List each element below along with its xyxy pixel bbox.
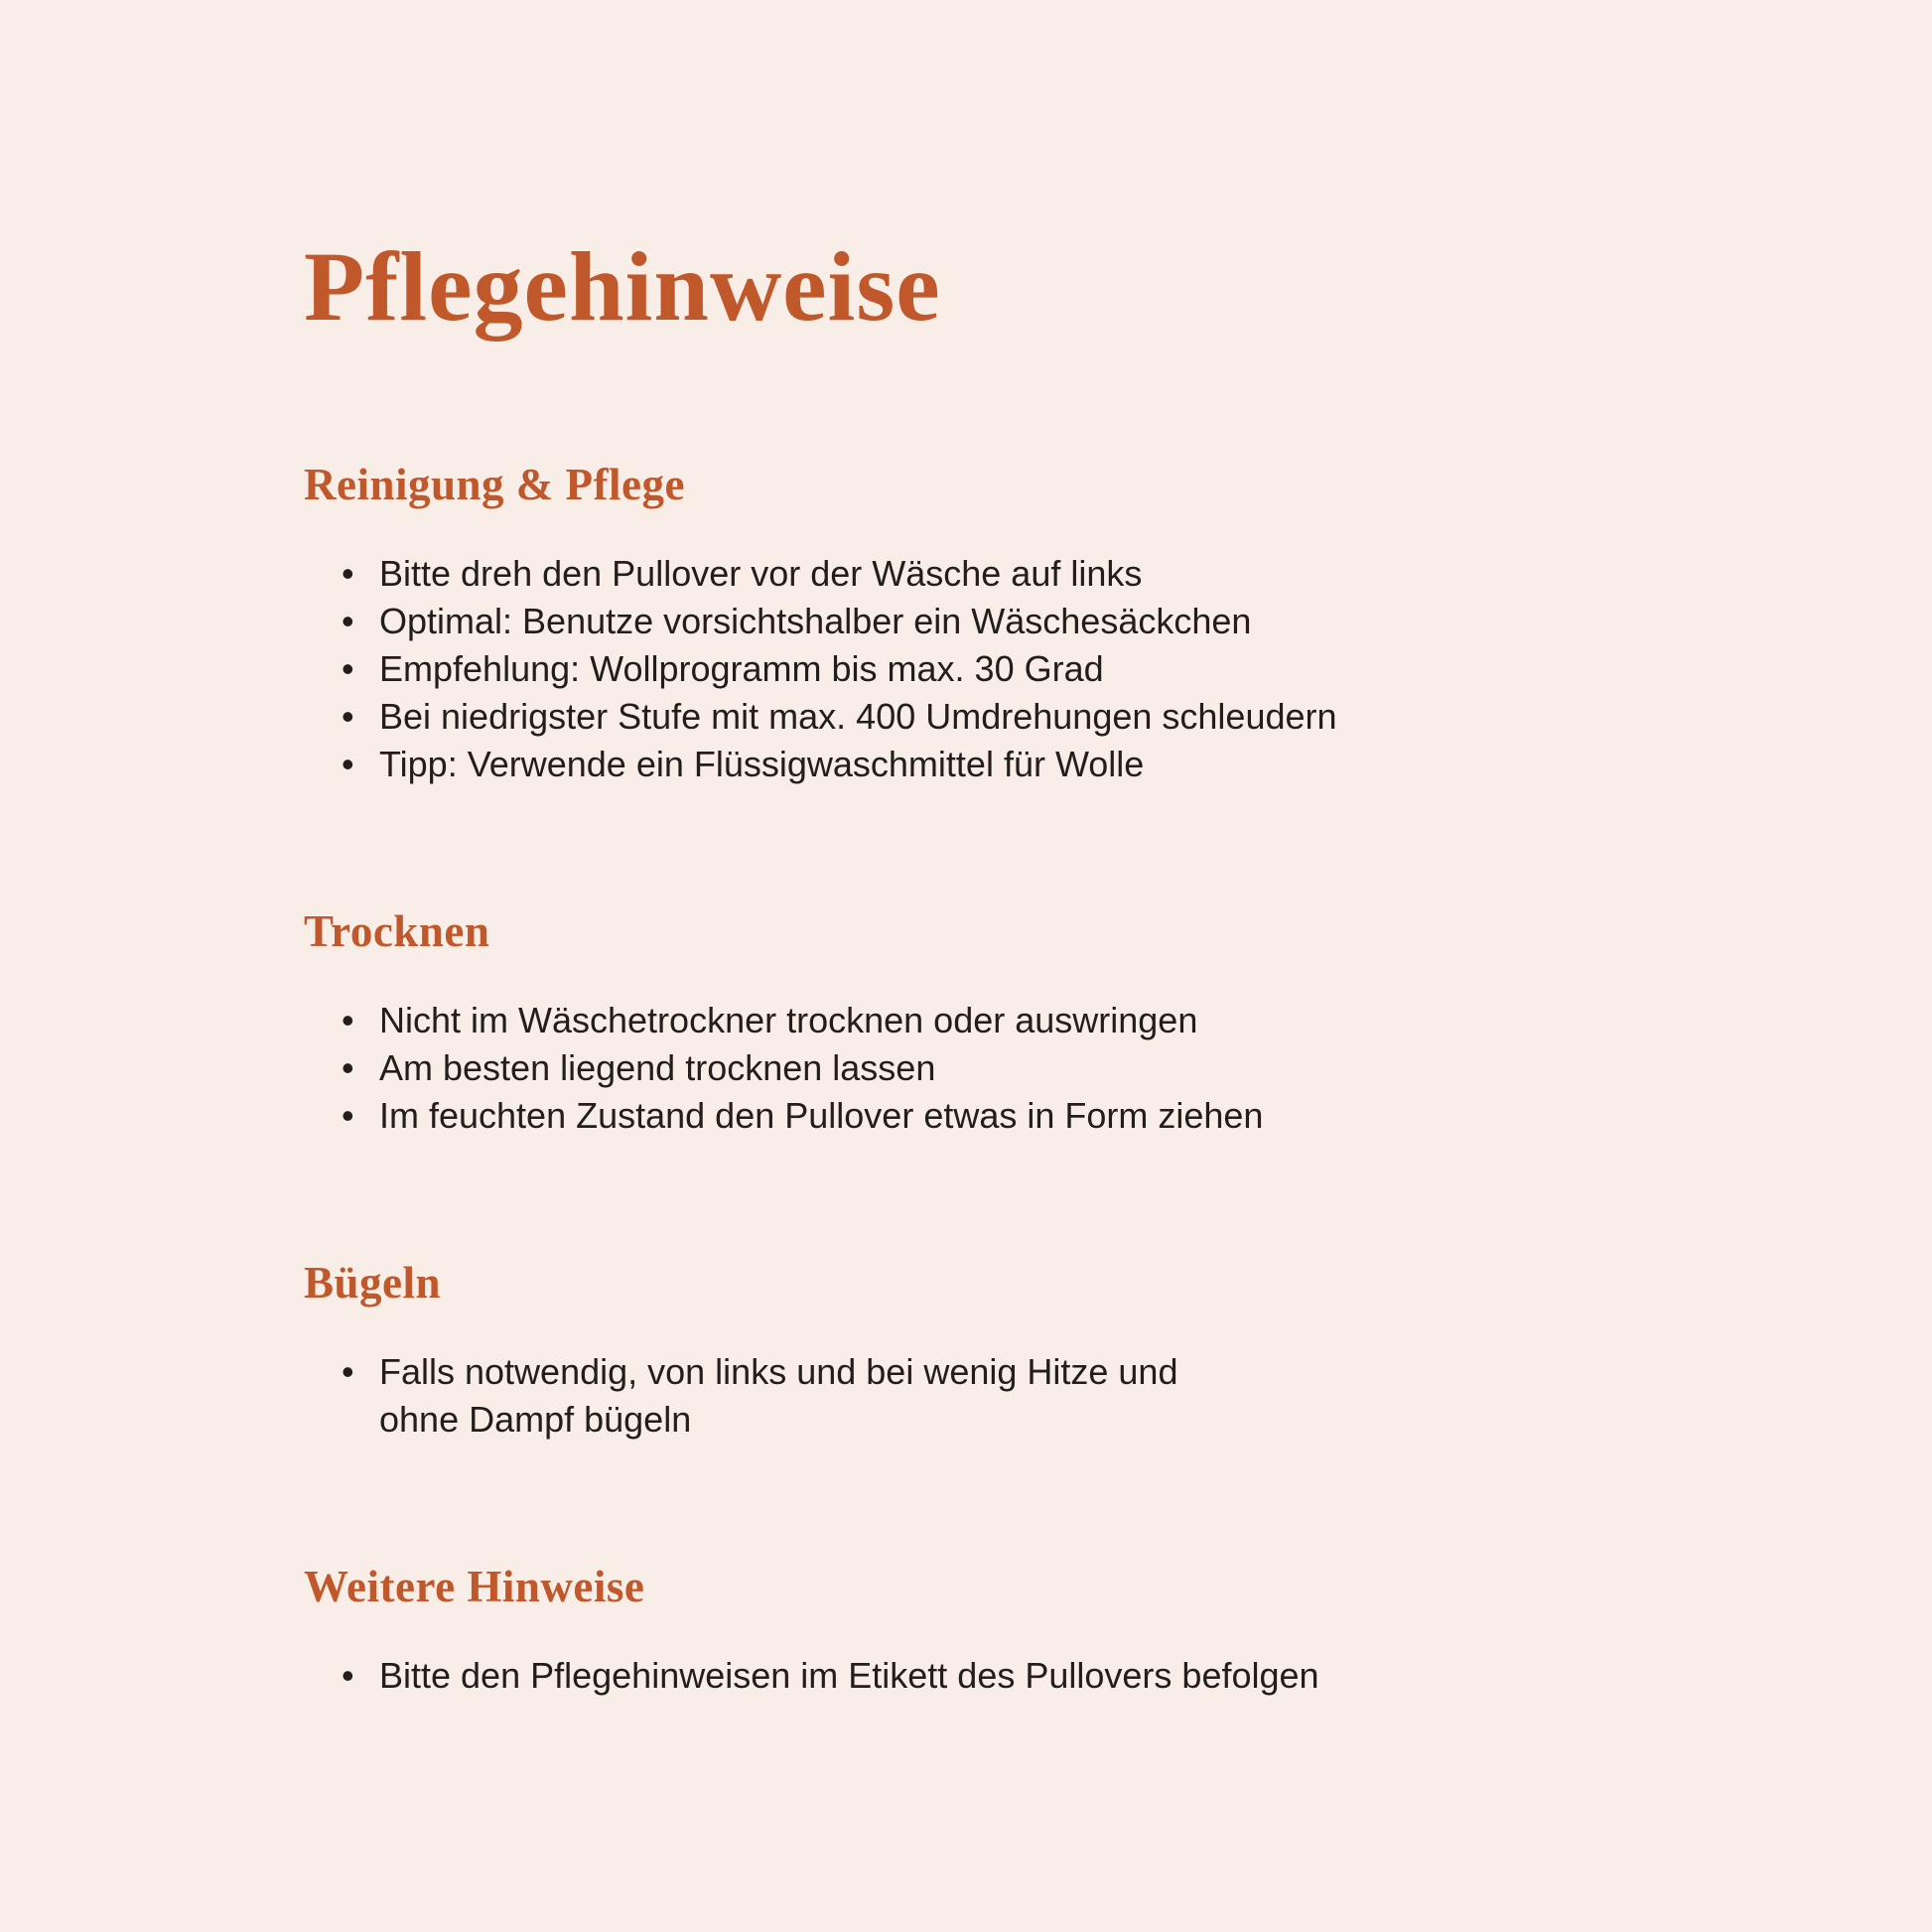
list-item: • Bitte den Pflegehinweisen im Etikett des Pullovers befolgen — [304, 1652, 1813, 1700]
section-buegeln — [304, 1254, 1813, 1444]
section-heading-trocknen: Trocknen — [304, 906, 490, 956]
list-item: • Im feuchten Zustand den Pullover etwas in Form ziehen — [304, 1092, 1813, 1140]
list-item: • Tipp: Verwende ein Flüssigwaschmittel für Wolle — [304, 741, 1813, 788]
bullet-list-buegeln — [304, 1348, 1813, 1444]
section-heading-buegeln: Bügeln — [304, 1258, 442, 1308]
section-heading-weitere-hinweise: Weitere Hinweise — [304, 1562, 645, 1611]
list-item: • Optimal: Benutze vorsichtshalber ein Wäschesäckchen — [304, 598, 1813, 645]
section-weitere-hinweise — [304, 1558, 1813, 1700]
section-reinigung-pflege — [304, 456, 1813, 788]
list-item: • Nicht im Wäschetrockner trocknen oder auswringen — [304, 997, 1813, 1044]
list-item: • Am besten liegend trocknen lassen — [304, 1044, 1813, 1092]
list-item: • Falls notwendig, von links und bei wenig Hitze und ohne Dampf bügeln — [304, 1348, 1247, 1444]
bullet-list-trocknen — [304, 997, 1813, 1140]
bullet-list-reinigung-pflege — [304, 550, 1813, 788]
bullet-list-weitere-hinweise — [304, 1652, 1813, 1700]
section-heading-reinigung-pflege: Reinigung & Pflege — [304, 460, 685, 509]
list-item: • Empfehlung: Wollprogramm bis max. 30 Grad — [304, 645, 1813, 693]
list-item: • Bitte dreh den Pullover vor der Wäsche auf links — [304, 550, 1813, 598]
list-item: • Bei niedrigster Stufe mit max. 400 Umdrehungen schleudern — [304, 693, 1813, 741]
section-trocknen — [304, 902, 1813, 1140]
page-title: Pflegehinweise — [304, 231, 941, 342]
